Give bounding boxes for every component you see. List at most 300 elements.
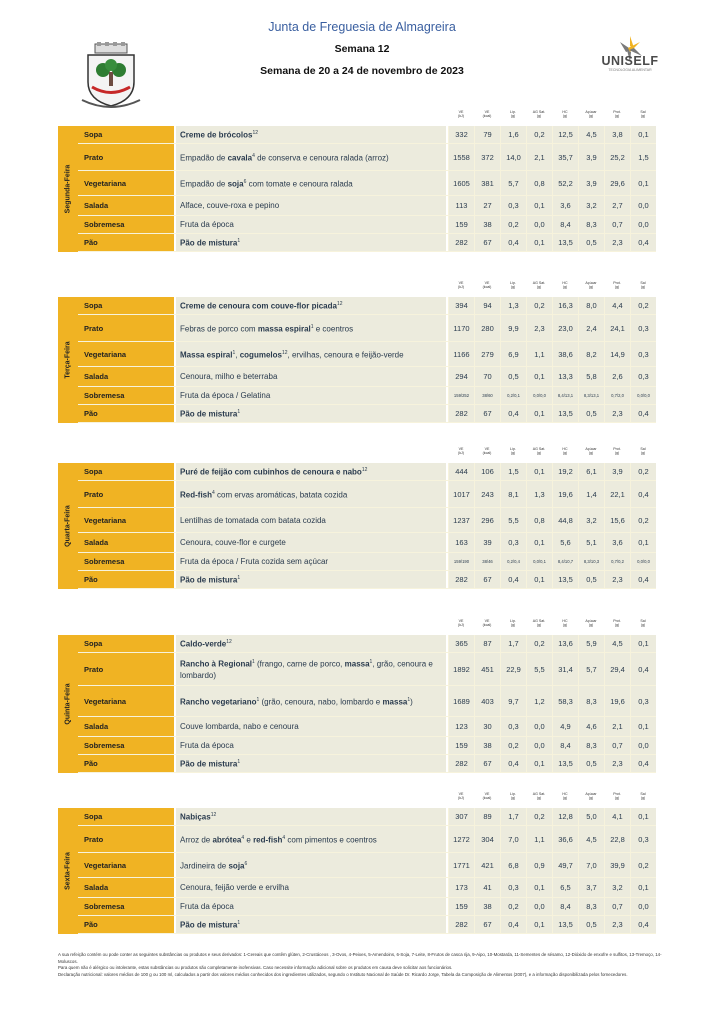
nutrition-value: 0,4 [630,405,656,422]
nutrition-column-headers [58,445,656,461]
nutrition-value: 0,1 [526,405,552,422]
day-name: Sexta-Feira [64,852,72,890]
dish-text [180,901,234,912]
dish-text [180,128,258,141]
dish-fragment: massa espiral [257,324,311,334]
nutrition-value: 29,4 [604,653,630,685]
allergen-ref: 12 [361,467,368,474]
dish-text [180,757,240,770]
nutrition-value: 1,7 [500,808,526,825]
nutrition-values [448,234,656,251]
dish-fragment: Massa espiral [180,350,233,360]
nutrition-value: 4,5 [578,826,604,852]
nutrition-value: 0,3 [630,826,656,852]
dish-text [180,810,216,823]
menu-table [58,808,656,934]
nutrition-value: 5,8 [578,367,604,386]
table-row [78,367,656,387]
meal-category: Salada [78,878,174,897]
table-row [78,826,656,853]
dish-fragment: Jardineira de [180,861,229,871]
nutrition-value: 1,3 [500,297,526,314]
nutrition-value: 13,3 [552,367,578,386]
nutrition-value: 0,1 [526,916,552,933]
nutrition-value: 0,4 [630,234,656,251]
nutrition-value: 0,5 [500,367,526,386]
nutrition-value: 6,5 [552,878,578,897]
nutrition-value: 44,8 [552,508,578,532]
nutrition-value: 8,4 [552,216,578,233]
dish-fragment: Puré de feijão com cubinhos de cenoura e nabo [180,467,362,477]
dish-fragment: , [235,350,240,360]
column-header: VE (kcal) [482,619,492,628]
footnotes [58,952,670,978]
nutrition-values [448,481,656,507]
nutrition-value: 2,3 [604,234,630,251]
column-header: Líp. (g) [510,281,516,290]
meal-category: Pão [78,571,174,588]
week-label: Semana 12 [334,43,390,55]
nutrition-column-headers [58,279,656,295]
nutrition-values [448,533,656,552]
nutrition-value: 13,5 [552,234,578,251]
nutrition-value: 5,7 [578,653,604,685]
nutrition-value: 106 [474,463,500,480]
column-header: HC (g) [562,619,568,628]
nutrition-value: 14,0 [500,144,526,170]
dish-text [180,657,446,681]
column-header: Sal (g) [640,110,646,119]
nutrition-value: 0,0 [526,216,552,233]
nutrition-value: 3,6 [604,533,630,552]
nutrition-value: 5,1 [578,533,604,552]
column-header: Prot. (g) [613,792,621,801]
meal-category: Vegetariana [78,171,174,195]
dish-fragment: soja [228,861,245,871]
column-header: VE (kcal) [482,281,492,290]
nutrition-value: 38 [474,737,500,754]
nutrition-value: 5,7 [500,171,526,195]
nutrition-value: 0,1 [630,533,656,552]
nutrition-value: 0,2 [500,216,526,233]
table-row [78,387,656,405]
nutrition-value: 0,5 [578,755,604,772]
date-range: Semana de 20 a 24 de novembro de 2023 [260,65,464,77]
dish-fragment: red-fish [253,835,283,845]
nutrition-value: 38 [474,898,500,915]
footnote-allergens: A sua refeição contém ou pode conter as seguintes substâncias ou produtos e seus derivados: 1-Cereais que contêm glúten, 2-Crustáceos , 3-Ovos, 4-Peixes, 5-Amendoins, 6-Soja, 7-Leite, 8-Frutos de casca rija, 9-Aipo, 10-Mostarda, 11-Sementes de sésamo, 12-Dióxido de enxofre e sulfitos, 13-Tremoço, 14-Moluscos. [58,952,662,964]
dish-fragment: Alface, couve-roxa e pepino [180,201,280,210]
day-label-bar [58,808,78,934]
nutrition-values [448,196,656,215]
dish-text [180,200,279,211]
nutrition-value: 0,2 [526,635,552,652]
nutrition-value: 0,3 [630,367,656,386]
dish-fragment: Pão de mistura [180,238,238,248]
nutrition-value: 3,7 [578,878,604,897]
nutrition-value: 365 [448,635,474,652]
dish-fragment: Arroz de [180,835,213,845]
dish-fragment: Fruta da época / Gelatina [180,391,271,400]
column-header: Líp. (g) [510,110,516,119]
nutrition-value: 0,4 [500,571,526,588]
nutrition-values [448,571,656,588]
table-row [78,653,656,686]
dish-name [176,463,446,480]
nutrition-value: 2,1 [604,717,630,736]
nutrition-value: 52,2 [552,171,578,195]
nutrition-values [448,635,656,652]
nutrition-value: 19,6 [604,686,630,716]
nutrition-value: 1,2 [526,686,552,716]
nutrition-value: 19,2 [552,463,578,480]
dish-fragment: cavala [227,153,253,163]
nutrition-value: 451 [474,653,500,685]
dish-fragment: Cenoura, couve-flor e curgete [180,538,286,547]
nutrition-value: 5,5 [526,653,552,685]
nutrition-value: 0,2 [526,297,552,314]
dish-text [180,859,247,872]
dish-text [180,151,389,164]
column-header: Açúcar (g) [585,110,597,119]
nutrition-value: 5,0 [578,808,604,825]
meal-category: Vegetariana [78,853,174,877]
nutrition-value: 0,4 [500,916,526,933]
dish-text [180,488,347,501]
nutrition-value: 27 [474,196,500,215]
dish-name [176,234,446,251]
nutrition-value: 0,2/0,1 [500,387,526,404]
nutrition-value: 1,5 [500,463,526,480]
nutrition-value: 372 [474,144,500,170]
day-label-bar [58,463,78,589]
column-header: Açúcar (g) [585,619,597,628]
table-row [78,297,656,315]
nutrition-value: 0,7/2,0 [604,387,630,404]
nutrition-value: 2,3 [604,916,630,933]
nutrition-value: 13,5 [552,571,578,588]
nutrition-value: 4,5 [604,635,630,652]
column-header: AG Sat. (g) [532,792,546,801]
dish-fragment: Empadão de [180,153,228,163]
nutrition-value: 0,3 [500,196,526,215]
nutrition-value: 24,1 [604,315,630,341]
nutrition-value: 0,5 [578,234,604,251]
dish-fragment: com pimentos e coentros [285,835,377,845]
dish-text [180,465,367,478]
nutrition-value: 0,1 [630,126,656,143]
meal-category: Vegetariana [78,508,174,532]
nutrition-value: 282 [448,916,474,933]
nutrition-value: 159 [448,737,474,754]
nutrition-value: 8,3 [578,686,604,716]
nutrition-value: 163 [448,533,474,552]
nutrition-values [448,405,656,422]
dish-name [176,387,446,404]
table-row [78,635,656,653]
dish-text [180,177,353,190]
dish-text [180,556,328,567]
meal-category: Sopa [78,297,174,314]
day-label-bar [58,297,78,423]
nutrition-value: 8,3 [578,216,604,233]
dish-name [176,853,446,877]
nutrition-value: 22,8 [604,826,630,852]
column-header: Líp. (g) [510,447,516,456]
nutrition-values [448,342,656,366]
meal-category: Sobremesa [78,898,174,915]
nutrition-value: 25,2 [604,144,630,170]
meal-category: Prato [78,826,174,852]
nutrition-value: 1892 [448,653,474,685]
nutrition-value: 421 [474,853,500,877]
column-header: VE (kcal) [482,792,492,801]
table-row [78,171,656,196]
nutrition-value: 8,0 [578,297,604,314]
nutrition-values [448,367,656,386]
nutrition-value: 38,6 [552,342,578,366]
nutrition-value: 13,5 [552,755,578,772]
dish-name [176,126,446,143]
meal-category: Sopa [78,126,174,143]
dish-text [180,833,377,846]
nutrition-value: 1272 [448,826,474,852]
nutrition-value: 3,2 [578,508,604,532]
table-row [78,508,656,533]
dish-fragment: Pão de mistura [180,920,238,930]
table-row [78,216,656,234]
nutrition-value: 0,3 [500,878,526,897]
nutrition-value: 2,3 [604,405,630,422]
dish-fragment: , ervilhas, cenoura e feijão-verde [287,350,404,360]
nutrition-value: 9,7 [500,686,526,716]
nutrition-value: 0,1 [630,878,656,897]
dish-text [180,721,299,732]
nutrition-value: 1558 [448,144,474,170]
allergen-ref: 1 [369,659,373,666]
nutrition-value: 444 [448,463,474,480]
dish-fragment: Rancho vegetariano [180,697,257,707]
dish-name [176,481,446,507]
nutrition-value: 0,0 [526,717,552,736]
nutrition-value: 19,6 [552,481,578,507]
nutrition-value: 6,9 [500,342,526,366]
nutrition-value: 1689 [448,686,474,716]
nutrition-value: 22,1 [604,481,630,507]
nutrition-value: 13,5 [552,405,578,422]
nutrition-value: 16,3 [552,297,578,314]
nutrition-value: 1237 [448,508,474,532]
meal-category: Prato [78,144,174,170]
allergen-ref: 1 [237,920,241,927]
nutrition-value: 8,3/10,3 [578,553,604,570]
day-name: Quarta-Feira [64,505,72,547]
nutrition-value: 0,0/0,1 [526,553,552,570]
nutrition-value: 113 [448,196,474,215]
nutrition-value: 12,8 [552,808,578,825]
nutrition-value: 2,1 [526,144,552,170]
allergen-ref: 1 [256,696,260,703]
nutrition-value: 3,2 [604,878,630,897]
nutrition-value: 5,5 [500,508,526,532]
nutrition-value: 0,3 [500,717,526,736]
nutrition-value: 8,4/13,1 [552,387,578,404]
table-row [78,481,656,508]
column-header: VE (kcal) [482,110,492,119]
nutrition-value: 6,1 [578,463,604,480]
nutrition-value: 7,0 [500,826,526,852]
dish-name [176,635,446,652]
nutrition-value: 2,3 [604,755,630,772]
nutrition-value: 4,4 [604,297,630,314]
dish-fragment: Creme de brócolos [180,130,253,140]
nutrition-value: 1,3 [526,481,552,507]
dish-fragment: Fruta da época / Fruta cozida sem açúcar [180,557,329,566]
nutrition-value: 35,7 [552,144,578,170]
column-header: Líp. (g) [510,792,516,801]
nutrition-value: 0,1 [630,171,656,195]
table-row [78,737,656,755]
page-header [0,0,724,125]
nutrition-value: 0,1 [526,463,552,480]
allergen-ref: 12 [226,639,232,646]
allergen-ref: 12 [210,812,217,819]
dish-fragment: Febras de porco com [180,324,258,334]
nutrition-value: 0,7 [604,216,630,233]
dish-name [176,686,446,716]
day-name: Quinta-Feira [64,683,72,725]
nutrition-values [448,126,656,143]
nutrition-value: 0,2 [630,853,656,877]
column-header: VE (kJ) [458,792,464,801]
nutrition-value: 0,4 [500,755,526,772]
nutrition-value: 0,5 [578,571,604,588]
dish-fragment: com tomate e cenoura ralada [246,179,353,189]
dish-name [176,553,446,570]
nutrition-value: 0,0 [630,737,656,754]
dish-name [176,826,446,852]
nutrition-value: 0,2 [526,126,552,143]
allergen-ref: 1 [252,659,255,666]
nutrition-values [448,686,656,716]
column-header: VE (kJ) [458,619,464,628]
nutrition-value: 67 [474,405,500,422]
nutrition-value: 0,4 [630,481,656,507]
meal-category: Prato [78,653,174,685]
nutrition-value: 282 [448,234,474,251]
nutrition-value: 0,3 [630,315,656,341]
nutrition-value: 1170 [448,315,474,341]
dish-name [176,405,446,422]
dish-text [180,882,289,893]
nutrition-value: 294 [448,367,474,386]
nutrition-value: 0,0 [526,898,552,915]
nutrition-value: 36,6 [552,826,578,852]
nutrition-values [448,717,656,736]
dish-text [180,740,234,751]
nutrition-value: 0,4 [630,755,656,772]
dish-name [176,916,446,933]
nutrition-value: 2,7 [604,196,630,215]
nutrition-value: 394 [448,297,474,314]
dish-text [180,219,234,230]
nutrition-values [448,808,656,825]
nutrition-values [448,553,656,570]
nutrition-value: 0,4 [630,653,656,685]
nutrition-value: 67 [474,234,500,251]
menu-table [58,635,656,773]
dish-name [176,315,446,341]
dish-name [176,808,446,825]
column-header: AG Sat. (g) [532,281,546,290]
nutrition-value: 3,9 [578,171,604,195]
menu-table [58,297,656,423]
nutrition-value: 282 [448,405,474,422]
nutrition-value: 9,9 [500,315,526,341]
nutrition-value: 0,1 [526,234,552,251]
nutrition-value: 0,9 [526,853,552,877]
nutrition-value: 1,1 [526,342,552,366]
nutrition-values [448,755,656,772]
column-header: AG Sat. (g) [532,447,546,456]
dish-name [176,533,446,552]
nutrition-value: 0,2 [630,508,656,532]
nutrition-values [448,144,656,170]
nutrition-values [448,463,656,480]
nutrition-value: 1605 [448,171,474,195]
dish-fragment: soja [227,179,244,189]
meal-category: Salada [78,717,174,736]
nutrition-value: 0,2 [630,463,656,480]
dish-text [180,299,343,312]
day-label-bar [58,126,78,252]
nutrition-value: 13,5 [552,916,578,933]
nutrition-value: 0,7/0,2 [604,553,630,570]
nutrition-value: 1,1 [526,826,552,852]
nutrition-value: 5,9 [578,635,604,652]
nutrition-value: 67 [474,755,500,772]
table-row [78,686,656,717]
nutrition-value: 8,3/13,1 [578,387,604,404]
nutrition-value: 1,7 [500,635,526,652]
allergen-ref: 4 [252,152,255,159]
dish-text [180,236,240,249]
dish-name [176,367,446,386]
meal-category: Sopa [78,463,174,480]
dish-fragment: Pão de mistura [180,409,238,419]
nutrition-value: 70 [474,367,500,386]
page-title: Junta de Freguesia de Almagreira [268,20,456,34]
nutrition-values [448,853,656,877]
nutrition-value: 1166 [448,342,474,366]
dish-fragment: Fruta da época [180,741,234,750]
allergen-ref: 4 [282,834,286,841]
dish-fragment: , grão, cenoura e lombardo) [180,659,433,680]
nutrition-value: 0,0/0,0 [630,387,656,404]
nutrition-value: 1771 [448,853,474,877]
nutrition-value: 0,0/0,0 [526,387,552,404]
column-header: Prot. (g) [613,619,621,628]
table-row [78,196,656,216]
allergen-ref: 1 [237,575,241,582]
dish-text [180,390,270,401]
dish-name [176,717,446,736]
dish-name [176,508,446,532]
logo-subtitle: TECNOLOGIA ALIMENTAR [608,68,652,72]
nutrition-values [448,315,656,341]
nutrition-value: 0,1 [526,367,552,386]
dish-text [180,371,277,382]
